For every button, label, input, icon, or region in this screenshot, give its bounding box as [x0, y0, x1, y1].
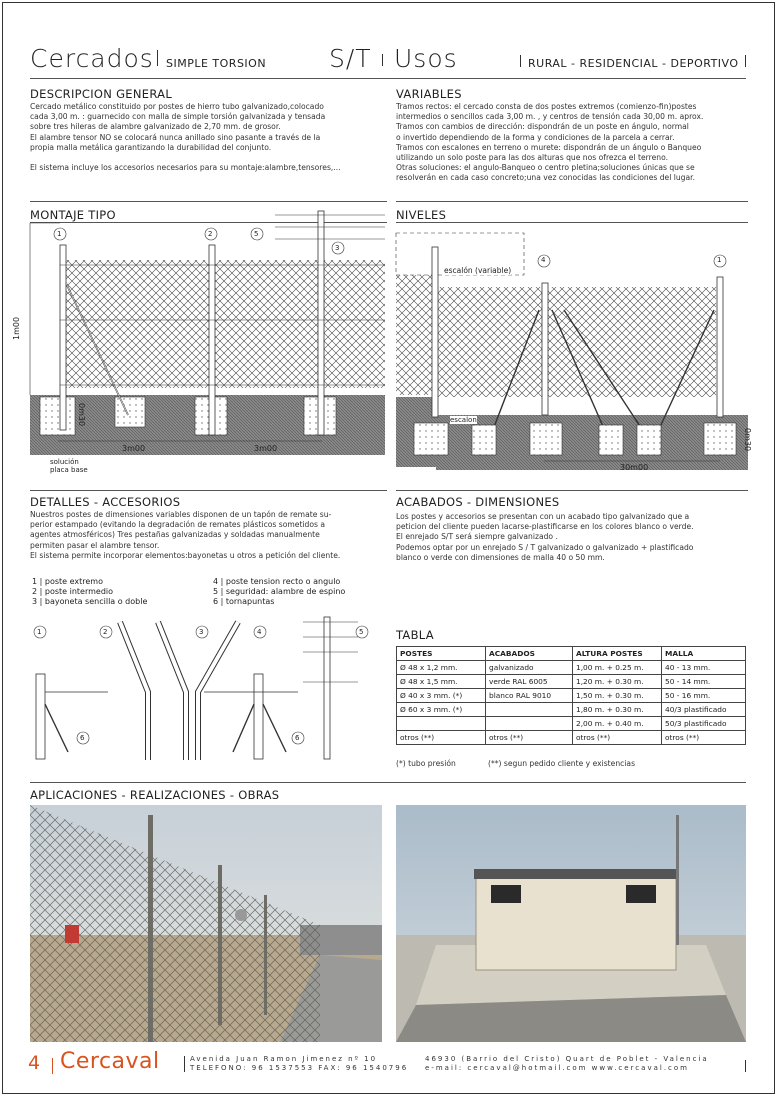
page-title: Cercados — [30, 44, 154, 73]
table-header: MALLA — [662, 647, 746, 661]
table-cell: 1,00 m. + 0.25 m. — [573, 661, 662, 675]
descripcion-spacer — [30, 153, 390, 163]
baseplate-note-line: solución — [50, 458, 79, 466]
footer-info-divider — [184, 1056, 185, 1072]
marker-6-label: 6 — [80, 734, 85, 742]
post-end-detail — [36, 674, 45, 759]
post-end — [717, 277, 723, 417]
descripcion-line: El sistema incluye los accesorios necesarios para su montaje:alambre,tensores,... — [30, 163, 341, 173]
table-cell: otros (**) — [662, 731, 746, 745]
escalon-variable-label: escalón (variable) — [444, 266, 512, 275]
marker-1-label: 1 — [37, 628, 42, 636]
footer-address-line: Avenida Juan Ramon Jimenez nº 10 — [190, 1055, 378, 1063]
post-tension — [318, 211, 324, 435]
legend-text: poste extremo — [44, 577, 103, 586]
photo-fence-road-image — [30, 805, 382, 1042]
uses-list: RURAL - RESIDENCIAL - DEPORTIVO — [528, 57, 739, 70]
mesh-high — [436, 287, 716, 397]
table-cell: 1,20 m. + 0.30 m. — [573, 675, 662, 689]
table-cell: 1,80 m. + 0.30 m. — [573, 703, 662, 717]
post-barbed-detail — [324, 617, 330, 759]
descripcion-text — [30, 102, 390, 173]
montaje-top-rule — [30, 201, 387, 202]
detalles-line: perior estampado (evitando la degradación de remates plásticos sometidos a — [30, 520, 326, 530]
detalles-line: El sistema permite incorporar elementos:bayonetas u otros a petición del cliente. — [30, 550, 341, 560]
spec-table — [396, 646, 746, 745]
table-cell: otros (**) — [397, 731, 486, 745]
table-row — [397, 731, 746, 745]
descripcion-line: cada 3,00 m. : guarnecido con malla de simple torsión galvanizada y tensada — [30, 112, 326, 122]
legend-text: seguridad: alambre de espino — [225, 587, 346, 596]
photo-transformer-building — [396, 805, 746, 1042]
table-cell: Ø 60 x 3 mm. (*) — [397, 703, 486, 717]
table-cell: 50 - 16 mm. — [662, 689, 746, 703]
legend-item: 2 | poste intermedio — [32, 587, 114, 596]
legend-item: 1 | poste extremo — [32, 577, 103, 586]
legend-text: poste tension recto o angulo — [225, 577, 341, 586]
marker-3-label: 3 — [199, 628, 204, 636]
table-note-2: (**) segun pedido cliente y existencias — [488, 759, 636, 768]
escalon-label: escalon — [450, 416, 477, 424]
legend-item: 3 | bayoneta sencilla o doble — [32, 597, 148, 606]
footer-address — [190, 1055, 408, 1073]
marker-4-label: 4 — [257, 628, 262, 636]
page-number: 4 — [28, 1052, 41, 1074]
table-row — [397, 703, 746, 717]
legend-number: 1 — [32, 577, 38, 586]
acabados-heading: ACABADOS - DIMENSIONES — [396, 495, 560, 509]
table-cell — [486, 703, 573, 717]
table-cell: 1,50 m. + 0.30 m. — [573, 689, 662, 703]
page-subtitle: SIMPLE TORSION — [166, 57, 267, 70]
table-cell: 50 - 14 mm. — [662, 675, 746, 689]
aplicaciones-heading: APLICACIONES - REALIZACIONES - OBRAS — [30, 788, 280, 802]
variables-line: Tramos con escalones en terreno o murete: dispondrán de un ángulo o Banqueo — [396, 142, 702, 152]
acabados-line: Podemos optar por un enrejado S / T galvanizado o galvanizado + plastificado — [396, 542, 694, 552]
post-intermediate — [209, 245, 215, 435]
baseplate-note — [50, 458, 88, 474]
table-note-1: (*) tubo presión — [396, 759, 456, 768]
footer-city-line: 46930 (Barrio del Cristo) Quart de Poblet - Valencia — [425, 1055, 709, 1063]
acabados-top-rule — [396, 490, 748, 491]
table-header: ACABADOS — [486, 647, 573, 661]
niveles-heading: NIVELES — [396, 208, 447, 222]
descripcion-line: sobre tres hileras de alambre galvanizado de 2,70 mm. de grosor. — [30, 122, 281, 132]
variables-rule — [396, 201, 748, 202]
span-label-b: 3m00 — [254, 444, 278, 453]
niveles-rule — [396, 222, 748, 223]
descripcion-line: propia malla metálica garantizando la durabilidad del conjunto. — [30, 142, 272, 152]
table-row — [397, 661, 746, 675]
photo-fence-road — [30, 805, 382, 1042]
descripcion-line: El alambre tensor NO se colocará nunca anillado sino pasante a través de la — [30, 132, 321, 142]
legend-number: 5 — [213, 587, 219, 596]
variables-line: Tramos rectos: el cercado consta de dos postes extremos (comienzo-fin)postes — [396, 102, 697, 111]
tabla-heading: TABLA — [396, 628, 434, 642]
descripcion-line: Cercado metálico constituido por postes de hierro tubo galvanizado,colocado — [30, 102, 324, 111]
acabados-line: blanco o verde con dimensiones de malla 40 o 50 mm. — [396, 552, 605, 562]
variables-line: resolverán en cada caso concreto;una vez conocidas las condiciones del lugar. — [396, 173, 695, 183]
variables-heading: VARIABLES — [396, 87, 462, 101]
table-cell: blanco RAL 9010 — [486, 689, 573, 703]
legend-item: 4 | poste tension recto o angulo — [213, 577, 341, 586]
title-divider — [157, 50, 158, 66]
niveles-diagram — [394, 225, 750, 485]
table-cell — [486, 717, 573, 731]
detalles-line: permiten pasar el alambre tensor. — [30, 540, 160, 550]
table-cell: 40 - 13 mm. — [662, 661, 746, 675]
variables-line: utilizando un solo poste para las dos alturas que nos ofrezca el terreno. — [396, 153, 669, 163]
table-cell: 2,00 m. + 0.40 m. — [573, 717, 662, 731]
aplicaciones-top-rule — [30, 782, 746, 783]
table-cell: 40/3 plastificado — [662, 703, 746, 717]
acabados-line: Los postes y accesorios se presentan con un acabado tipo galvanizado que a — [396, 512, 690, 521]
header-rule — [30, 78, 746, 79]
marker-2-label: 2 — [103, 628, 108, 636]
photo-transformer-image — [396, 805, 746, 1042]
legend-left — [32, 577, 147, 607]
table-row — [397, 675, 746, 689]
span-label-a: 3m00 — [122, 444, 146, 453]
table-cell: 50/3 plastificado — [662, 717, 746, 731]
marker-5-label: 5 — [254, 230, 259, 238]
footer-phone-line: TELEFONO: 96 1537553 FAX: 96 1540796 — [190, 1064, 409, 1072]
variables-line: intermedios o sencillos cada 3,00 m. , y centros de tensión cada 30,00 m. aprox. — [396, 112, 704, 122]
table-header: ALTURA POSTES — [573, 647, 662, 661]
table-cell: Ø 48 x 1,2 mm. — [397, 661, 486, 675]
mesh-panel — [60, 260, 385, 388]
marker-6-label: 6 — [295, 734, 300, 742]
footer-end-divider — [745, 1060, 746, 1072]
legend-number: 6 — [213, 597, 219, 606]
post-end — [60, 245, 66, 430]
marker-1-label: 1 — [57, 230, 62, 238]
table-row — [397, 689, 746, 703]
uses-title: Usos — [394, 44, 458, 73]
table-cell: galvanizado — [486, 661, 573, 675]
legend-right — [213, 577, 345, 607]
footer-contact — [425, 1055, 709, 1073]
code-divider — [382, 54, 383, 66]
post-tension — [542, 283, 548, 415]
marker-3-label: 3 — [335, 244, 340, 252]
detalles-line: Nuestros postes de dimensiones variables disponen de un tapón de remate su- — [30, 510, 332, 519]
acabados-text — [396, 512, 748, 563]
detalles-top-rule — [30, 490, 387, 491]
footing — [115, 397, 145, 427]
legend-number: 4 — [213, 577, 219, 586]
table-header: POSTES — [397, 647, 486, 661]
height-label: 1m00 — [12, 316, 21, 340]
mesh-low — [396, 275, 436, 395]
marker-1-label: 1 — [717, 256, 722, 264]
table-cell: otros (**) — [573, 731, 662, 745]
detalles-heading: DETALLES - ACCESORIOS — [30, 495, 181, 509]
post-banqueo — [432, 247, 438, 417]
post-tension-detail — [254, 674, 263, 759]
acabados-line: El enrejado S/T será siempre galvanizado . — [396, 532, 558, 542]
niveles-depth-label: 0m30 — [743, 428, 752, 452]
variables-text — [396, 102, 748, 184]
variables-line: Tramos con cambios de dirección: dispondrán de un poste en ángulo, normal — [396, 122, 689, 132]
table-cell: Ø 40 x 3 mm. (*) — [397, 689, 486, 703]
detalles-text — [30, 510, 390, 561]
baseplate-note-line: placa base — [50, 466, 88, 474]
table-cell: otros (**) — [486, 731, 573, 745]
acabados-line: peticion del cliente pueden lacarse-plastificarse en los colores blanco o verde. — [396, 522, 694, 532]
montaje-heading: MONTAJE TIPO — [30, 208, 116, 222]
footing — [40, 397, 75, 435]
marker-2-label: 2 — [208, 230, 213, 238]
footer-web-line: e-mail: cercaval@hotmail.com www.cercaval.com — [425, 1064, 689, 1072]
variables-line: Otras soluciones: el angulo-Banqueo o centro pletina;soluciones únicas que se — [396, 163, 695, 173]
table-cell — [397, 717, 486, 731]
marker-4-label: 4 — [541, 256, 546, 264]
depth-label: 0m30 — [77, 403, 86, 427]
table-cell: verde RAL 6005 — [486, 675, 573, 689]
table-cell: Ø 48 x 1,5 mm. — [397, 675, 486, 689]
product-code: S/T — [329, 44, 372, 73]
table-header-row — [397, 647, 746, 661]
table-row — [397, 717, 746, 731]
detalles-line: agentes atmosféricos) Tres pestañas galvanizadas y soldadas manualmente — [30, 530, 320, 540]
footer-divider — [52, 1058, 53, 1074]
descripcion-heading: DESCRIPCION GENERAL — [30, 87, 173, 101]
variables-line: o invertido dependiendo de la forma y condiciones de la parcela a cerrar. — [396, 132, 675, 142]
legend-text: tornapuntas — [225, 597, 275, 606]
footer-brand: Cercaval — [60, 1049, 160, 1074]
niveles-span-label: 30m00 — [620, 463, 649, 472]
legend-number: 3 — [32, 597, 38, 606]
legend-item: 5 | seguridad: alambre de espino — [213, 587, 346, 596]
legend-text: bayoneta sencilla o doble — [44, 597, 148, 606]
uses-end-divider — [745, 55, 746, 67]
marker-5-label: 5 — [359, 628, 364, 636]
legend-number: 2 — [32, 587, 38, 596]
legend-item: 6 | tornapuntas — [213, 597, 275, 606]
uses-divider — [520, 55, 521, 67]
legend-text: poste intermedio — [44, 587, 114, 596]
